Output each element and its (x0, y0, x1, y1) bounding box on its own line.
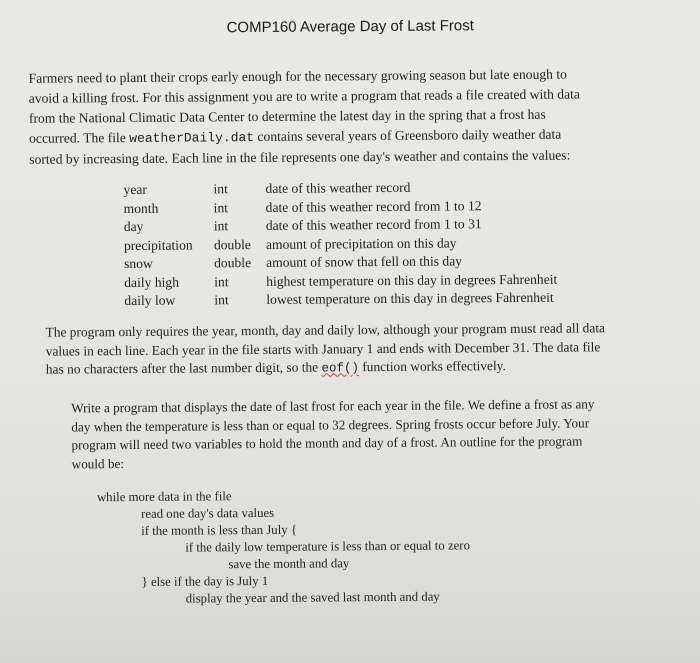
field-name: snow (124, 255, 153, 272)
task-line-4: would be: (71, 455, 125, 471)
field-name: daily low (124, 292, 176, 309)
field-description: date of this weather record from 1 to 12 (265, 197, 482, 215)
table-row (124, 289, 557, 311)
outline-line: save the month and day (228, 556, 350, 572)
field-description: amount of precipitation on this day (265, 234, 457, 252)
outline-line: } else if the day is July 1 (141, 573, 269, 589)
task-line-3: program will need two variables to hold the month and day of a frost. An outline for the program (71, 433, 583, 453)
requirements-paragraph (46, 319, 651, 380)
field-type: int (213, 218, 229, 234)
field-type: int (213, 181, 228, 197)
requirements-line-3-start: has no characters after the last number digit, so the (45, 359, 322, 377)
outline-line: while more data in the file (96, 489, 232, 505)
intro-line-4-end: contains several years of Greensboro daily weather data (254, 126, 562, 145)
intro-line-2: avoid a killing frost. For this assignment you are to write a program that reads a file created with data (28, 86, 580, 106)
intro-paragraph (29, 64, 654, 170)
field-type: int (214, 273, 229, 289)
field-description: highest temperature on this day in degrees Fahrenheit (266, 271, 558, 289)
field-name: daily high (124, 274, 180, 290)
field-description: lowest temperature on this day in degrees Fahrenheit (266, 289, 554, 307)
field-type: double (213, 236, 251, 252)
field-type: int (213, 199, 229, 215)
field-name: precipitation (123, 236, 193, 253)
intro-line-1: Farmers need to plant their crops early enough for the necessary growing season but late enough to (28, 66, 567, 86)
field-type: int (214, 292, 229, 308)
field-name: month (123, 200, 159, 216)
intro-line-5: sorted by increasing date. Each line in the file represents one day's weather and contains the values: (29, 147, 571, 167)
requirements-line-2: values in each line. Each year in the file starts with January 1 and ends with December 31. The data file (45, 338, 601, 359)
field-name: year (123, 181, 147, 198)
field-type: double (214, 255, 252, 271)
task-line-2: day when the temperature is less than or equal to 32 degrees. Spring frosts occur before July. Your (71, 414, 590, 434)
outline-line: if the daily low temperature is less than or equal to zero (185, 538, 470, 555)
data-filename: weatherDaily.dat (129, 130, 255, 146)
eof-function: eof() (321, 361, 360, 376)
intro-line-4-start: occurred. The file (29, 129, 130, 146)
outline-line: read one day's data values (140, 505, 275, 521)
task-line-1: Write a program that displays the date of last frost for each year in the file. We define a frost as any (71, 396, 595, 416)
page-title: COMP160 Average Day of Last Frost (226, 17, 474, 37)
field-name: day (123, 218, 144, 235)
outline-line: if the month is less than July { (141, 522, 298, 538)
requirements-line-1: The program only requires the year, month, day and daily low, although your program must read all data (45, 320, 606, 340)
task-paragraph (71, 395, 652, 474)
requirements-line-3-end: function works effectively. (358, 358, 506, 375)
requirements-line-3 (46, 356, 651, 380)
field-table (123, 178, 557, 311)
field-description: date of this weather record (265, 179, 411, 196)
field-description: date of this weather record from 1 to 31 (265, 216, 482, 233)
program-outline (4, 484, 700, 608)
outline-line: display the year and the saved last month and day (185, 589, 440, 606)
field-description: amount of snow that fell on this day (266, 253, 463, 270)
intro-line-3: from the National Climatic Data Center to determine the latest day in the spring that a frost has (28, 106, 546, 126)
